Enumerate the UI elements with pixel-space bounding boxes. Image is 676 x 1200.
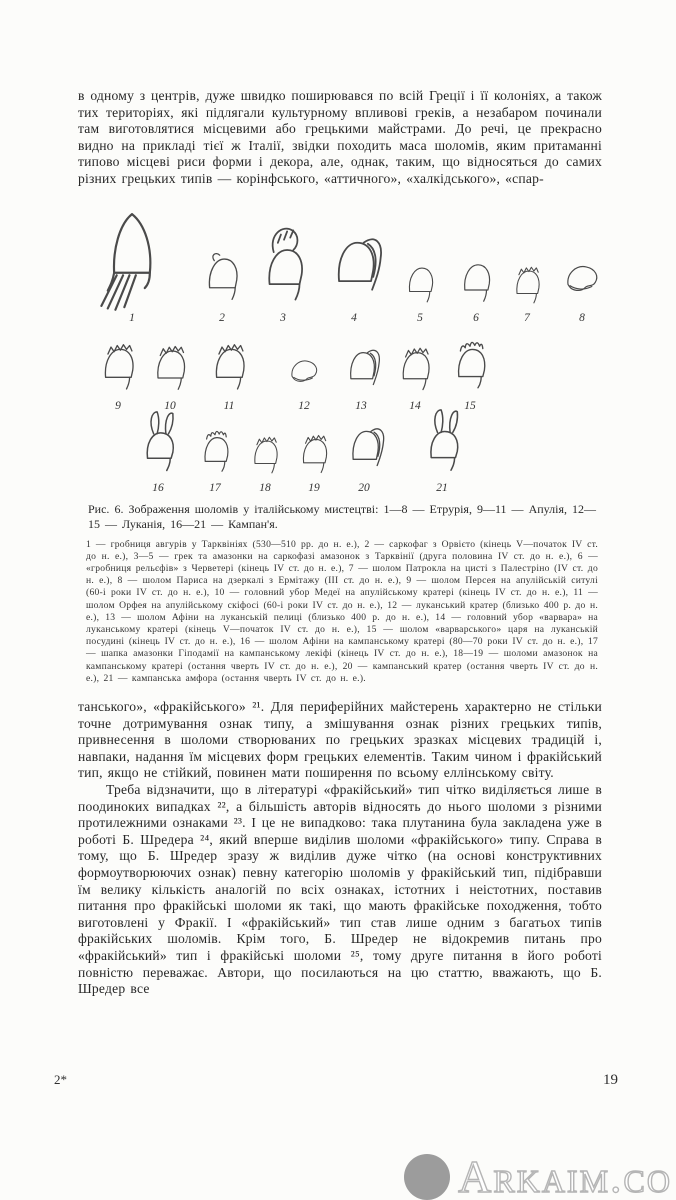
helmet-drawing-21 [402,408,482,494]
soft-cap-helmet-icon [554,255,610,311]
helmet-drawing-15 [436,334,504,412]
paragraph-mid-continuation: танського», «фракійського» ²¹. Для периферійних майстерень характерно не стільки точне дотримування ознак типу, а змішування ознак різних грецьких типів, привнесення в шоломи створюваних по грецьких зразках місцевих традицій і, навпаки, надання їм місцевих форм грецьких елементів. Таким чином і фракійський тип, якщо не стійкий, повинен мати поширення по всьому еллінському світу. [78,699,602,781]
figure-row-apulia-lucania [80,328,596,412]
helmet-number: 2 [219,311,225,324]
figure-row-etruria [80,202,596,324]
spiky-crest-helmet-icon [90,337,146,399]
helmet-drawing-10 [144,338,196,412]
helmet-number: 11 [223,399,235,412]
spiky-crest-helmet-icon [238,431,292,481]
helmet-number: 6 [473,311,479,324]
spiky-crest-helmet-icon [144,339,196,399]
spiky-crest-helmet-icon [388,341,442,399]
helmet-number: 9 [115,399,121,412]
feathered-helmet-icon [402,409,482,481]
back-plume-helmet-icon [332,419,396,481]
page-number: 19 [603,1072,618,1088]
helmet-drawing-11 [198,336,260,412]
helmet-drawing-9 [90,336,146,412]
helmet-number: 18 [259,481,271,494]
bushy-crest-helmet-icon [188,425,242,481]
bearded-conical-helmet-icon [86,209,178,311]
watermark-text: Arkaim.co [458,1151,672,1200]
spiky-crest-helmet-icon [500,261,554,311]
helmet-drawing-3 [252,216,314,324]
helmet-drawing-17 [188,424,242,494]
feathered-helmet-icon [128,411,188,481]
helmet-drawing-5 [392,258,448,324]
signature-mark: 2* [54,1072,67,1087]
helmet-drawing-4 [322,220,386,324]
dome-helmet-icon [392,259,448,311]
helmet-number: 7 [524,311,530,324]
watermark [404,1151,672,1200]
spiky-crest-helmet-icon [198,337,260,399]
helmet-number: 8 [579,311,585,324]
figure-row-campania [80,408,596,494]
helmet-drawing-8 [554,254,610,324]
paragraph-second: Треба відзначити, що в літературі «фракійський» тип чітко виділяється лише в поодиноких випадках ²², а більшість авторів відносять до нього шоломи з різними протилежними ознаками ²³. І це не випадково: така плутанина була закладена уже в роботі Б. Шредера ²⁴, який вперше виділив шоломи «фракійського» типу. Справа в тому, що Б. Шредер зразу ж виділив дуже чітко (на основі конструктивних формоутворюючих ознак) певну категорію шоломів у фракійський тип, підібравши їм велику кількість аналогій по всіх ознаках, істотних і неістотних, поставив питання про фракійські шоломи як такі, що мають фракійське походження, тобто виготовлені у Фракії. І «фракійський» тип став лише одним з багатьох типів фракійських шоломів. Крім того, Б. Шредер не відокремив питань про «фракійський» тип і фракійські шоломи ²⁵, тому друге питання в його роботі повністю переважає. Автори, що посилаються на цю статтю, вважають, що Б. Шредер все [78,781,602,997]
watermark-dot-icon [404,1154,450,1200]
helmet-drawing-16 [128,410,188,494]
helmet-drawing-2 [192,248,252,324]
helmet-number: 21 [436,481,448,494]
page-footer [54,1072,618,1089]
helmet-drawing-18 [238,430,292,494]
helmet-number: 15 [464,399,476,412]
knob-dome-helmet-icon [192,249,252,311]
figure-helmet-drawings [80,202,596,494]
tall-crest-helmet-icon [252,217,314,311]
helmet-number: 4 [351,311,357,324]
helmet-drawing-1 [86,208,178,324]
helmet-number: 10 [164,399,176,412]
helmet-number: 17 [209,481,221,494]
figure-legend: 1 — гробниця авгурів у Тарквініях (530—510 рр. до н. е.), 2 — саркофаг з Орвієто (кінець V—початок IV ст. до н. е.), 3—5 — грек та амазонки на саркофазі амазонок з Тарквінії (друга половина IV ст. до н. е.), 6 — «гробниця рельєфів» з Черветері (кінець IV ст. до н. е.), 7 — шолом Патрокла на цисті з Палестріно (IV ст. до н. е.), 8 — шолом Париса на дзеркалі з Ермітажу (III ст. до н. е.), 9 — шолом Персея на апулійській ситулі (60-і роки IV ст. до н. е.), 10 — головний убор Медеї на апулійському кратері (кінець IV ст. до н. е.), 11 — шолом Орфея на апулійському скіфосі (60-і роки IV ст. до н. е.), 12 — луканський кратер (близько 400 р. до н. е.), 13 — шолом Афіни на луканській пелиці (близько 400 р. до н. е.), 14 — головний убор «варвара» на луканському кратері (кінець V—початок IV ст. до н. е.), 15 — шолом «варварського» царя на луканській посудині (кінець IV ст. до н. е.), 16 — шолом Афіни на кампанському кратері (80—70 роки IV ст. до н. е.), 17 — шапка амазонки Гіподамії на кампанському лекіфі (кінець IV ст. до н. е.), 18—19 — шоломи амазонок на кампанському кратері (остання чверть IV ст. до н. е.), 20 — кампанський кратер (остання чверть IV ст. до н. е.), 21 — кампанська амфора (остання чверть IV ст. до н. е.). [86,538,598,684]
paragraph-top-continuation: в одному з центрів, дуже швидко поширювався по всій Греції і її колоніях, а також тих територіях, які підлягали культурному впливові греків, а незабаром починали там виготовлятися місцевими або грецькими майстрами. До речі, це прекрасно видно на прикладі тієї ж Італії, звідки походить маса шоломів, яким притаманні типово місцеві риси форми і декора, але, однак, таким, що відносяться до самих різних грецьких типів — корінфського, «аттичного», «халкідського», «спар- [78,88,602,186]
helmet-number: 16 [152,481,164,494]
helmet-number: 20 [358,481,370,494]
figure-caption: Рис. 6. Зображення шоломів у італійському мистецтві: 1—8 — Етрурія, 9—11 — Апулія, 12—15 — Луканія, 16—21 — Кампан'я. [88,501,596,531]
helmet-number: 19 [308,481,320,494]
helmet-drawing-7 [500,260,554,324]
helmet-drawing-13 [332,340,390,412]
helmet-number: 1 [129,311,135,324]
dome-helmet-icon [448,255,504,311]
helmet-drawing-6 [448,254,504,324]
helmet-number: 13 [355,399,367,412]
soft-cap-helmet-icon [276,351,332,399]
helmet-drawing-14 [388,340,442,412]
back-plume-helmet-icon [332,341,390,399]
helmet-drawing-12 [276,350,332,412]
back-plume-helmet-icon [322,221,386,311]
helmet-number: 3 [280,311,286,324]
helmet-number: 12 [298,399,310,412]
bushy-crest-helmet-icon [436,335,504,399]
helmet-drawing-20 [332,418,396,494]
helmet-number: 5 [417,311,423,324]
helmet-number: 14 [409,399,421,412]
